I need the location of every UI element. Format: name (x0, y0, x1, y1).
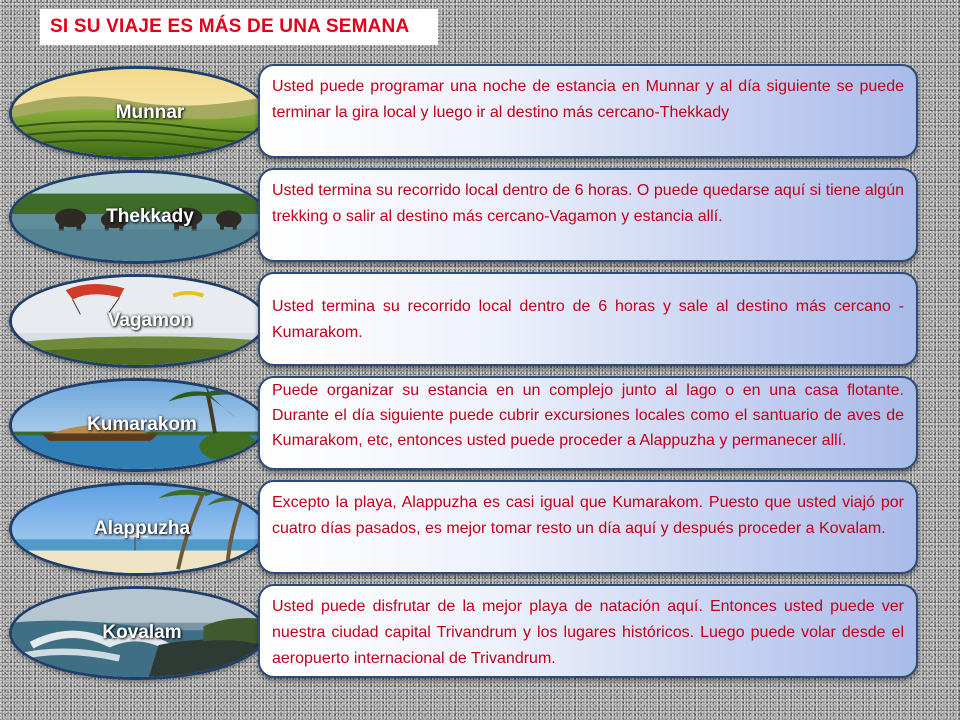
destination-badge-munnar (9, 66, 267, 160)
destination-description: Excepto la playa, Alappuzha es casi igual que Kumarakom. Puesto que usted viajó por cuatro días pasados, es mejor tomar resto un día aquí y después proceder a Kovalam. (272, 494, 904, 537)
destination-badge-thekkady (9, 170, 267, 264)
destination-label: Kovalam (102, 622, 182, 643)
slide-title: SI SU VIAJE ES MÁS DE UNA SEMANA (50, 16, 410, 37)
destination-description: Usted puede programar una noche de estancia en Munnar y al día siguiente se puede terminar la gira local y luego ir al destino más cercano-Thekkady (272, 78, 904, 121)
destination-description: Puede organizar su estancia en un complejo junto al lago o en una casa flotante. Durante el día siguiente puede cubrir excursiones locales como el santuario de aves de Kumarakom, etc, entonces usted puede proceder a Alappuzha y permanecer allí. (272, 382, 904, 449)
destination-badge-vagamon (9, 274, 267, 368)
destination-badge-kumarakom (9, 378, 267, 472)
destination-panel-vagamon (258, 272, 918, 366)
destination-badge-alappuzha (9, 482, 267, 576)
destination-label: Alappuzha (93, 518, 191, 539)
destination-panel-kovalam (258, 584, 918, 678)
destination-label: Kumarakom (87, 414, 197, 435)
destination-label: Munnar (115, 102, 185, 123)
destination-panel-thekkady (258, 168, 918, 262)
destination-description: Usted termina su recorrido local dentro de 6 horas. O puede quedarse aquí si tiene algún trekking o salir al destino más cercano-Vagamon y estancia allí. (272, 182, 904, 225)
destination-panel-kumarakom (258, 376, 918, 470)
destination-label: Thekkady (106, 206, 194, 227)
destination-description: Usted termina su recorrido local dentro de 6 horas y sale al destino más cercano - Kumarakom. (272, 298, 904, 341)
slide-title-box (40, 9, 438, 45)
destination-panel-alappuzha (258, 480, 918, 574)
destination-label: Vagamon (107, 310, 193, 331)
destination-badge-kovalam (9, 586, 267, 680)
destination-description: Usted puede disfrutar de la mejor playa de natación aquí. Entonces usted puede ver nuestra ciudad capital Trivandrum y los lugares históricos. Luego puede volar desde el aeropuerto internacional de Trivandrum. (272, 598, 904, 667)
destination-panel-munnar (258, 64, 918, 158)
